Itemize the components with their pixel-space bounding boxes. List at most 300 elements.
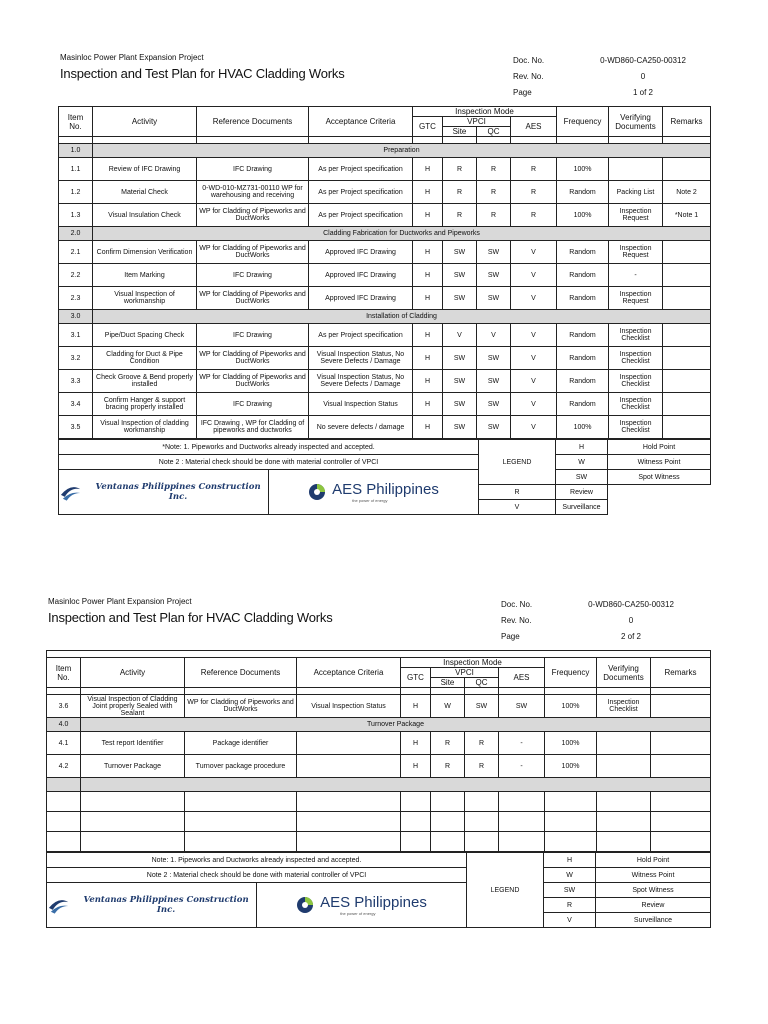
site-cell: R bbox=[443, 181, 477, 204]
empty-cell bbox=[465, 832, 499, 852]
empty-cell bbox=[465, 812, 499, 832]
acceptance-cell: Approved IFC Drawing bbox=[309, 241, 413, 264]
empty-cell bbox=[431, 792, 465, 812]
col-acceptance: Acceptance Criteria bbox=[309, 107, 413, 137]
remarks-cell bbox=[663, 393, 711, 416]
acceptance-cell: As per Project specification bbox=[309, 181, 413, 204]
aes-cell: R bbox=[511, 181, 557, 204]
remarks-cell bbox=[663, 347, 711, 370]
aes-name: AES Philippines bbox=[332, 481, 439, 498]
logo-strip bbox=[59, 470, 479, 515]
project-name: Masinloc Power Plant Expansion Project bbox=[60, 53, 204, 62]
aes-mark-icon bbox=[296, 896, 314, 914]
empty-cell bbox=[499, 832, 545, 852]
aes-cell: R bbox=[511, 158, 557, 181]
legend-title: LEGEND bbox=[467, 853, 544, 928]
activity-cell: Item Marking bbox=[93, 264, 197, 287]
remarks-cell: *Note 1 bbox=[663, 204, 711, 227]
qc-cell: SW bbox=[477, 416, 511, 439]
site-cell: R bbox=[431, 755, 465, 778]
empty-cell bbox=[499, 812, 545, 832]
rev-no-label: Rev. No. bbox=[501, 616, 532, 625]
col-site: Site bbox=[431, 678, 465, 688]
acceptance-cell: Approved IFC Drawing bbox=[309, 287, 413, 310]
sheet-header bbox=[58, 48, 710, 106]
doc-no-label: Doc. No. bbox=[501, 600, 533, 609]
aes-cell: V bbox=[511, 393, 557, 416]
col-verifying: Verifying Documents bbox=[597, 658, 651, 688]
activity-cell: Visual Inspection of cladding workmanship bbox=[93, 416, 197, 439]
reference-cell: IFC Drawing bbox=[197, 264, 309, 287]
empty-cell bbox=[81, 792, 185, 812]
gtc-cell: H bbox=[413, 416, 443, 439]
col-vpci: VPCI bbox=[443, 117, 511, 127]
verifying-cell: - bbox=[609, 264, 663, 287]
table-body bbox=[47, 688, 711, 852]
col-activity: Activity bbox=[93, 107, 197, 137]
legend-code: H bbox=[556, 440, 608, 455]
frequency-cell: Random bbox=[557, 393, 609, 416]
aes-cell: SW bbox=[499, 695, 545, 718]
verifying-cell: Packing List bbox=[609, 181, 663, 204]
vpci-logo bbox=[47, 883, 257, 927]
notes-legend-page-2 bbox=[46, 852, 711, 928]
gtc-cell: H bbox=[413, 204, 443, 227]
section-row bbox=[47, 718, 711, 732]
verifying-cell: Inspection Request bbox=[609, 204, 663, 227]
verifying-cell: Inspection Checklist bbox=[609, 393, 663, 416]
acceptance-cell: As per Project specification bbox=[309, 158, 413, 181]
empty-cell bbox=[47, 792, 81, 812]
reference-cell: WP for Cladding of Pipeworks and DuctWorks bbox=[197, 347, 309, 370]
legend-code: W bbox=[544, 868, 596, 883]
item-no: 3.4 bbox=[59, 393, 93, 416]
activity-cell: Confirm Hanger & support bracing properly installed bbox=[93, 393, 197, 416]
note-2: Note 2 : Material check should be done with material controller of VPCI bbox=[59, 455, 479, 470]
legend-meaning: Review bbox=[596, 898, 711, 913]
doc-meta bbox=[501, 597, 691, 645]
qc-cell: R bbox=[477, 181, 511, 204]
col-frequency: Frequency bbox=[545, 658, 597, 688]
aes-mark-icon bbox=[308, 483, 326, 501]
activity-cell: Cladding for Duct & Pipe Condition bbox=[93, 347, 197, 370]
acceptance-cell: Visual Inspection Status, No Severe Defects / Damage bbox=[309, 347, 413, 370]
qc-cell: SW bbox=[477, 241, 511, 264]
acceptance-cell: Visual Inspection Status, No Severe Defects / Damage bbox=[309, 370, 413, 393]
remarks-cell bbox=[663, 158, 711, 181]
page-label: Page bbox=[513, 88, 532, 97]
gtc-cell: H bbox=[413, 370, 443, 393]
rev-no-value: 0 bbox=[628, 616, 634, 625]
section-row bbox=[59, 144, 711, 158]
section-no bbox=[47, 778, 81, 792]
empty-cell bbox=[545, 812, 597, 832]
doc-no-label: Doc. No. bbox=[513, 56, 545, 65]
acceptance-cell: As per Project specification bbox=[309, 324, 413, 347]
rev-no-label: Rev. No. bbox=[513, 72, 544, 81]
remarks-cell bbox=[663, 416, 711, 439]
frequency-cell: Random bbox=[557, 370, 609, 393]
item-no: 3.3 bbox=[59, 370, 93, 393]
item-no: 3.6 bbox=[47, 695, 81, 718]
gtc-cell: H bbox=[413, 181, 443, 204]
aes-logo bbox=[257, 883, 466, 927]
section-no: 4.0 bbox=[47, 718, 81, 732]
qc-cell: SW bbox=[477, 264, 511, 287]
remarks-cell bbox=[663, 264, 711, 287]
item-no: 1.2 bbox=[59, 181, 93, 204]
col-inspection-mode: Inspection Mode bbox=[413, 107, 557, 117]
col-acceptance: Acceptance Criteria bbox=[297, 658, 401, 688]
aes-cell: V bbox=[511, 264, 557, 287]
frequency-cell: 100% bbox=[545, 755, 597, 778]
acceptance-cell: Approved IFC Drawing bbox=[309, 264, 413, 287]
legend-meaning: Hold Point bbox=[596, 853, 711, 868]
qc-cell: R bbox=[477, 158, 511, 181]
reference-cell: 0-WD-010-MZ731-00110 WP for warehousing and receiving bbox=[197, 181, 309, 204]
vpci-logo bbox=[59, 470, 269, 514]
aes-cell: V bbox=[511, 370, 557, 393]
table-row bbox=[59, 287, 711, 310]
legend-title: LEGEND bbox=[479, 440, 556, 485]
section-title bbox=[81, 778, 711, 792]
remarks-cell bbox=[651, 695, 711, 718]
itp-table-page-1 bbox=[58, 106, 711, 439]
gtc-cell: H bbox=[413, 287, 443, 310]
itp-table-page-2 bbox=[46, 650, 711, 852]
legend-code: SW bbox=[556, 470, 608, 485]
legend-code: R bbox=[544, 898, 596, 913]
qc-cell: R bbox=[465, 755, 499, 778]
reference-cell: WP for Cladding of Pipeworks and DuctWorks bbox=[197, 204, 309, 227]
doc-meta bbox=[513, 53, 703, 101]
itp-sheet-page-1 bbox=[58, 48, 710, 515]
remarks-cell bbox=[663, 324, 711, 347]
qc-cell: R bbox=[477, 204, 511, 227]
verifying-cell: Inspection Request bbox=[609, 241, 663, 264]
col-vpci: VPCI bbox=[431, 668, 499, 678]
vpci-swoosh-icon bbox=[47, 894, 70, 916]
site-cell: SW bbox=[443, 241, 477, 264]
sheet-header bbox=[46, 592, 710, 650]
col-item-no: Item No. bbox=[47, 658, 81, 688]
note-1: Note: 1. Pipeworks and Ductworks already inspected and accepted. bbox=[47, 853, 467, 868]
reference-cell: WP for Cladding of Pipeworks and DuctWorks bbox=[197, 370, 309, 393]
verifying-cell: Inspection Checklist bbox=[609, 324, 663, 347]
activity-cell: Material Check bbox=[93, 181, 197, 204]
col-verifying: Verifying Documents bbox=[609, 107, 663, 137]
legend-code: SW bbox=[544, 883, 596, 898]
frequency-cell: 100% bbox=[545, 695, 597, 718]
remarks-cell bbox=[651, 732, 711, 755]
activity-cell: Confirm Dimension Verification bbox=[93, 241, 197, 264]
section-title: Turnover Package bbox=[81, 718, 711, 732]
site-cell: W bbox=[431, 695, 465, 718]
col-inspection-mode: Inspection Mode bbox=[401, 658, 545, 668]
section-title: Cladding Fabrication for Ductworks and Pipeworks bbox=[93, 227, 711, 241]
frequency-cell: 100% bbox=[557, 158, 609, 181]
section-row bbox=[59, 310, 711, 324]
section-no: 3.0 bbox=[59, 310, 93, 324]
item-no: 4.2 bbox=[47, 755, 81, 778]
col-qc: QC bbox=[465, 678, 499, 688]
aes-cell: V bbox=[511, 324, 557, 347]
legend-meaning: Review bbox=[556, 485, 608, 500]
table-row bbox=[47, 695, 711, 718]
empty-cell bbox=[597, 812, 651, 832]
site-cell: SW bbox=[443, 370, 477, 393]
frequency-cell: Random bbox=[557, 181, 609, 204]
itp-sheet-page-2 bbox=[46, 592, 710, 928]
empty-cell bbox=[81, 832, 185, 852]
activity-cell: Test report Identifier bbox=[81, 732, 185, 755]
empty-cell bbox=[545, 792, 597, 812]
verifying-cell: Inspection Request bbox=[609, 287, 663, 310]
empty-cell bbox=[401, 812, 431, 832]
site-cell: R bbox=[431, 732, 465, 755]
site-cell: V bbox=[443, 324, 477, 347]
frequency-cell: Random bbox=[557, 287, 609, 310]
empty-cell bbox=[597, 832, 651, 852]
site-cell: SW bbox=[443, 264, 477, 287]
notes-legend-page-1 bbox=[58, 439, 711, 515]
table-row bbox=[59, 416, 711, 439]
reference-cell: IFC Drawing , WP for Cladding of pipeworks and ductworks bbox=[197, 416, 309, 439]
empty-cell bbox=[651, 832, 711, 852]
table-row bbox=[59, 204, 711, 227]
empty-cell bbox=[297, 832, 401, 852]
item-no: 2.2 bbox=[59, 264, 93, 287]
gtc-cell: H bbox=[413, 264, 443, 287]
document-title: Inspection and Test Plan for HVAC Cladding Works bbox=[48, 610, 333, 625]
gtc-cell: H bbox=[413, 158, 443, 181]
qc-cell: V bbox=[477, 324, 511, 347]
table-row bbox=[59, 158, 711, 181]
activity-cell: Check Groove & Bend properly installed bbox=[93, 370, 197, 393]
empty-cell bbox=[47, 832, 81, 852]
verifying-cell: Inspection Checklist bbox=[609, 347, 663, 370]
aes-cell: R bbox=[511, 204, 557, 227]
empty-cell bbox=[401, 792, 431, 812]
activity-cell: Visual Inspection of Cladding Joint properly Sealed with Sealant bbox=[81, 695, 185, 718]
empty-cell bbox=[545, 832, 597, 852]
aes-tagline: the power of energy bbox=[340, 911, 376, 916]
col-gtc: GTC bbox=[413, 117, 443, 137]
acceptance-cell bbox=[297, 755, 401, 778]
col-site: Site bbox=[443, 127, 477, 137]
col-aes: AES bbox=[499, 668, 545, 688]
page-label: Page bbox=[501, 632, 520, 641]
remarks-cell bbox=[651, 755, 711, 778]
col-reference: Reference Documents bbox=[197, 107, 309, 137]
aes-name: AES Philippines bbox=[320, 894, 427, 911]
empty-cell bbox=[401, 832, 431, 852]
col-reference: Reference Documents bbox=[185, 658, 297, 688]
table-row bbox=[59, 181, 711, 204]
verifying-cell bbox=[597, 755, 651, 778]
note-1: *Note: 1. Pipeworks and Ductworks already inspected and accepted. bbox=[59, 440, 479, 455]
qc-cell: R bbox=[465, 732, 499, 755]
project-name: Masinloc Power Plant Expansion Project bbox=[48, 597, 192, 606]
qc-cell: SW bbox=[477, 393, 511, 416]
aes-cell: - bbox=[499, 755, 545, 778]
aes-cell: - bbox=[499, 732, 545, 755]
doc-no-value: 0-WD860-CA250-00312 bbox=[588, 600, 674, 609]
qc-cell: SW bbox=[477, 370, 511, 393]
verifying-cell: Inspection Checklist bbox=[597, 695, 651, 718]
aes-logo bbox=[269, 470, 478, 514]
frequency-cell: Random bbox=[557, 347, 609, 370]
item-no: 1.1 bbox=[59, 158, 93, 181]
table-row bbox=[59, 241, 711, 264]
verifying-cell bbox=[609, 158, 663, 181]
site-cell: SW bbox=[443, 287, 477, 310]
frequency-cell: 100% bbox=[545, 732, 597, 755]
activity-cell: Visual Inspection of workmanship bbox=[93, 287, 197, 310]
section-no: 1.0 bbox=[59, 144, 93, 158]
section-row bbox=[47, 778, 711, 792]
site-cell: SW bbox=[443, 416, 477, 439]
activity-cell: Visual Insulation Check bbox=[93, 204, 197, 227]
rev-no-value: 0 bbox=[640, 72, 646, 81]
table-row bbox=[47, 732, 711, 755]
reference-cell: IFC Drawing bbox=[197, 158, 309, 181]
frequency-cell: Random bbox=[557, 241, 609, 264]
empty-cell bbox=[597, 792, 651, 812]
legend-meaning: Surveillance bbox=[556, 500, 608, 515]
table-row bbox=[47, 812, 711, 832]
empty-cell bbox=[185, 792, 297, 812]
qc-cell: SW bbox=[477, 347, 511, 370]
reference-cell: WP for Cladding of Pipeworks and DuctWorks bbox=[185, 695, 297, 718]
empty-cell bbox=[431, 812, 465, 832]
section-title: Preparation bbox=[93, 144, 711, 158]
legend-meaning: Surveillance bbox=[596, 913, 711, 928]
empty-cell bbox=[651, 792, 711, 812]
col-aes: AES bbox=[511, 117, 557, 137]
acceptance-cell bbox=[297, 732, 401, 755]
legend-code: H bbox=[544, 853, 596, 868]
empty-cell bbox=[499, 792, 545, 812]
vpci-name: Ventanas Philippines Construction Inc. bbox=[83, 895, 249, 915]
col-activity: Activity bbox=[81, 658, 185, 688]
legend-meaning: Witness Point bbox=[596, 868, 711, 883]
acceptance-cell: No severe defects / damage bbox=[309, 416, 413, 439]
table-row bbox=[59, 393, 711, 416]
remarks-cell bbox=[663, 241, 711, 264]
aes-cell: V bbox=[511, 287, 557, 310]
table-row bbox=[59, 324, 711, 347]
gtc-cell: H bbox=[401, 695, 431, 718]
verifying-cell: Inspection Checklist bbox=[609, 370, 663, 393]
site-cell: R bbox=[443, 158, 477, 181]
empty-cell bbox=[297, 812, 401, 832]
site-cell: SW bbox=[443, 347, 477, 370]
site-cell: SW bbox=[443, 393, 477, 416]
col-item-no: Item No. bbox=[59, 107, 93, 137]
empty-cell bbox=[185, 832, 297, 852]
table-row bbox=[47, 792, 711, 812]
legend-code: R bbox=[479, 485, 556, 500]
reference-cell: IFC Drawing bbox=[197, 324, 309, 347]
frequency-cell: Random bbox=[557, 324, 609, 347]
col-frequency: Frequency bbox=[557, 107, 609, 137]
table-row bbox=[59, 347, 711, 370]
acceptance-cell: Visual Inspection Status bbox=[309, 393, 413, 416]
table-body bbox=[59, 137, 711, 439]
site-cell: R bbox=[443, 204, 477, 227]
frequency-cell: 100% bbox=[557, 204, 609, 227]
item-no: 3.1 bbox=[59, 324, 93, 347]
legend-code: V bbox=[479, 500, 556, 515]
item-no: 1.3 bbox=[59, 204, 93, 227]
legend-code: V bbox=[544, 913, 596, 928]
section-row bbox=[59, 227, 711, 241]
reference-cell: Turnover package procedure bbox=[185, 755, 297, 778]
document-title: Inspection and Test Plan for HVAC Cladding Works bbox=[60, 66, 345, 81]
legend-meaning: Hold Point bbox=[608, 440, 711, 455]
gtc-cell: H bbox=[413, 347, 443, 370]
acceptance-cell: Visual Inspection Status bbox=[297, 695, 401, 718]
col-remarks: Remarks bbox=[651, 658, 711, 688]
remarks-cell bbox=[663, 370, 711, 393]
gtc-cell: H bbox=[413, 324, 443, 347]
remarks-cell bbox=[663, 287, 711, 310]
table-row bbox=[47, 755, 711, 778]
item-no: 2.1 bbox=[59, 241, 93, 264]
page-value: 2 of 2 bbox=[620, 632, 641, 641]
item-no: 4.1 bbox=[47, 732, 81, 755]
qc-cell: SW bbox=[477, 287, 511, 310]
frequency-cell: Random bbox=[557, 264, 609, 287]
table-row bbox=[59, 264, 711, 287]
aes-cell: V bbox=[511, 416, 557, 439]
empty-cell bbox=[431, 832, 465, 852]
aes-tagline: the power of energy bbox=[352, 498, 388, 503]
col-gtc: GTC bbox=[401, 668, 431, 688]
verifying-cell: Inspection Checklist bbox=[609, 416, 663, 439]
note-2: Note 2 : Material check should be done with material controller of VPCI bbox=[47, 868, 467, 883]
reference-cell: WP for Cladding of Pipeworks and DuctWorks bbox=[197, 241, 309, 264]
logo-strip bbox=[47, 883, 467, 928]
aes-cell: V bbox=[511, 241, 557, 264]
table-row bbox=[47, 832, 711, 852]
empty-cell bbox=[81, 812, 185, 832]
item-no: 3.2 bbox=[59, 347, 93, 370]
col-remarks: Remarks bbox=[663, 107, 711, 137]
legend-meaning: Spot Witness bbox=[596, 883, 711, 898]
activity-cell: Review of IFC Drawing bbox=[93, 158, 197, 181]
legend-code: W bbox=[556, 455, 608, 470]
col-qc: QC bbox=[477, 127, 511, 137]
table-row bbox=[59, 370, 711, 393]
gtc-cell: H bbox=[401, 755, 431, 778]
empty-cell bbox=[465, 792, 499, 812]
legend-meaning: Witness Point bbox=[608, 455, 711, 470]
activity-cell: Pipe/Duct Spacing Check bbox=[93, 324, 197, 347]
verifying-cell bbox=[597, 732, 651, 755]
item-no: 2.3 bbox=[59, 287, 93, 310]
aes-cell: V bbox=[511, 347, 557, 370]
activity-cell: Turnover Package bbox=[81, 755, 185, 778]
doc-no-value: 0-WD860-CA250-00312 bbox=[600, 56, 686, 65]
empty-cell bbox=[47, 812, 81, 832]
legend-meaning: Spot Witness bbox=[608, 470, 711, 485]
frequency-cell: 100% bbox=[557, 416, 609, 439]
empty-cell bbox=[651, 812, 711, 832]
empty-cell bbox=[185, 812, 297, 832]
reference-cell: WP for Cladding of Pipeworks and DuctWorks bbox=[197, 287, 309, 310]
